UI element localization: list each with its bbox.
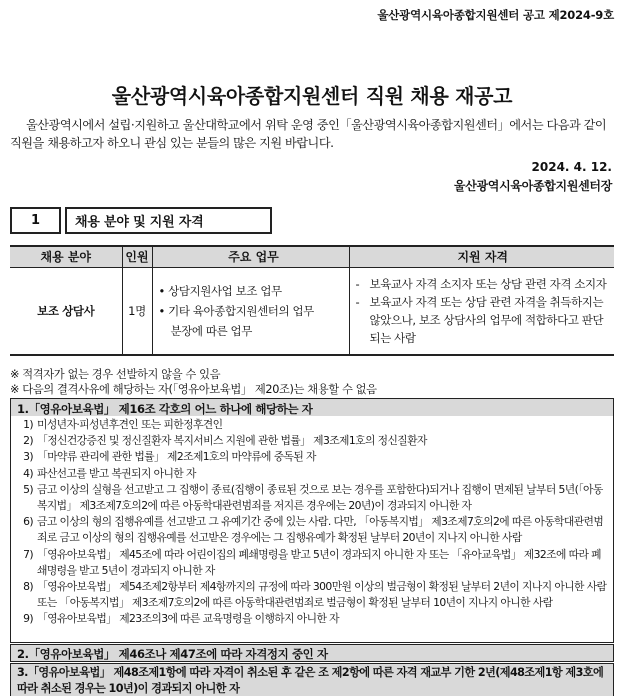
disqualification-list (11, 416, 613, 628)
item-text: 「마약류 관리에 관한 법률」 제2조제1호의 마약류에 중독된 자 (37, 450, 316, 464)
disqualification-group-3: 3.「영유아보육법」 제48조제1항에 따라 자격이 취소된 후 같은 조 제2항에 따른 자격 재교부 기한 2년(제48조제1항 제3호에 따라 취소된 경우는 10년)이 경과되지 아니한 자 (10, 663, 614, 696)
list-item (17, 449, 607, 465)
dash-bullet: - (355, 276, 360, 291)
list-item (17, 466, 607, 482)
qualification-text: 보육교사 자격 또는 상담 관련 자격을 취득하지는 않았으나, 보조 상담사의 업무에 적합하다고 판단되는 사람 (369, 294, 604, 345)
list-item (17, 433, 607, 449)
duties-cell (152, 267, 349, 355)
item-text: 「영유아보육법」 제23조의3에 따른 교육명령을 이행하지 아니한 자 (37, 612, 339, 626)
qualification-item (356, 275, 611, 293)
qualification-text: 보육교사 자격 소지자 또는 상담 관련 자격 소지자 (369, 276, 607, 291)
duty-item: • 상담지원사업 보조 업무 (158, 283, 282, 298)
item-number: 4) (23, 466, 33, 480)
page-title: 울산광역시육아종합지원센터 직원 채용 재공고 (111, 84, 513, 108)
item-number: 2) (23, 434, 33, 448)
header-qualifications: 지원 자격 (349, 246, 614, 267)
item-text: 「영유아보육법」 제45조에 따라 어린이집의 폐쇄명령을 받고 5년이 경과되지 아니한 자 또는 「유아교육법」 제32조에 따라 폐쇄명령을 받고 5년이 경과되지 아니한 자 (37, 547, 601, 577)
section-title: 채용 분야 및 지원 자격 (65, 207, 272, 234)
item-number: 1) (23, 418, 33, 431)
note-line: ※ 다음의 결격사유에 해당하는 자(「영유아보육법」 제20조)는 채용할 수 없음 (10, 383, 377, 396)
notice-date: 2024. 4. 12. (531, 160, 612, 174)
duty-item: 분장에 따른 업무 (170, 323, 252, 338)
list-item (17, 547, 607, 579)
duty-item: • 기타 육아종합지원센터의 업무 (158, 303, 314, 318)
group-1-title: 1.「영유아보육법」 제16조 각호의 어느 하나에 해당하는 자 (11, 399, 613, 416)
issuer-name: 울산광역시육아종합지원센터장 (453, 179, 612, 193)
note-line: ※ 적격자가 없는 경우 선발하지 않을 수 있음 (10, 368, 221, 381)
field-cell: 보조 상담사 (10, 267, 122, 355)
header-field: 채용 분야 (10, 246, 122, 267)
list-item (17, 482, 607, 514)
list-item (17, 417, 607, 433)
item-text: 미성년자·피성년후견인 또는 피한정후견인 (37, 418, 223, 431)
item-text: 「정신건강증진 및 정신질환자 복지서비스 지원에 관한 법률」 제3조제1호의 정신질환자 (37, 434, 427, 448)
section-number: 1 (10, 207, 61, 234)
item-number: 9) (23, 612, 33, 626)
count-cell: 1명 (122, 267, 152, 355)
header-duties: 주요 업무 (152, 246, 349, 267)
qualification-item (356, 293, 611, 347)
item-text: 금고 이상의 형의 집행유예를 선고받고 그 유예기간 중에 있는 사람. 다만, 「아동복지법」 제3조제7호의2에 따른 아동학대관련범죄로 금고 이상의 형의 집행유예를 선고받은 경우에는 그 집행유예가 확정된 날부터 20년이 지나지 아니한 사람 (37, 515, 604, 545)
table-header-row (10, 246, 614, 267)
table-row (10, 267, 614, 355)
qualifications-cell (349, 267, 614, 355)
disqualification-group-1 (10, 398, 614, 643)
intro-paragraph: 울산광역시에서 설립·지원하고 울산대학교에서 위탁 운영 중인「울산광역시육아종합지원센터」에서는 다음과 같이 직원을 채용하고자 하오니 관심 있는 분들의 많은 지원 바랍니다. (10, 118, 607, 150)
list-item (17, 579, 607, 611)
notice-number: 울산광역시육아종합지원센터 공고 제2024-9호 (377, 8, 614, 22)
recruitment-table (10, 245, 614, 356)
item-number: 5) (23, 482, 33, 496)
item-text: 금고 이상의 실형을 선고받고 그 집행이 종료(집행이 종료된 것으로 보는 경우를 포함한다)되거나 집행이 면제된 날부터 5년(「아동복지법」 제3조제7호의2에 따른 아동학대관련범죄를 저지른 경우에는 20년)이 경과되지 아니한 자 (37, 482, 603, 513)
list-item (17, 611, 607, 627)
item-number: 7) (23, 547, 33, 561)
item-number: 6) (23, 515, 33, 529)
item-number: 8) (23, 580, 33, 594)
list-item (17, 514, 607, 546)
item-text: 파산선고를 받고 복권되지 아니한 자 (37, 466, 196, 480)
item-text: 「영유아보육법」 제54조제2항부터 제4항까지의 규정에 따라 300만원 이상의 벌금형이 확정된 날부터 2년이 지나지 아니한 사람 또는 「아동복지법」 제3조제7호의2에 따른 아동학대관련범죄로 벌금형이 확정된 날부터 10년이 지나지 아니한 사람 (37, 580, 607, 610)
disqualification-group-2: 2.「영유아보육법」 제46조나 제47조에 따라 자격정지 중인 자 (10, 644, 614, 662)
dash-bullet: - (355, 294, 360, 309)
item-number: 3) (23, 450, 33, 464)
header-count: 인원 (122, 246, 152, 267)
